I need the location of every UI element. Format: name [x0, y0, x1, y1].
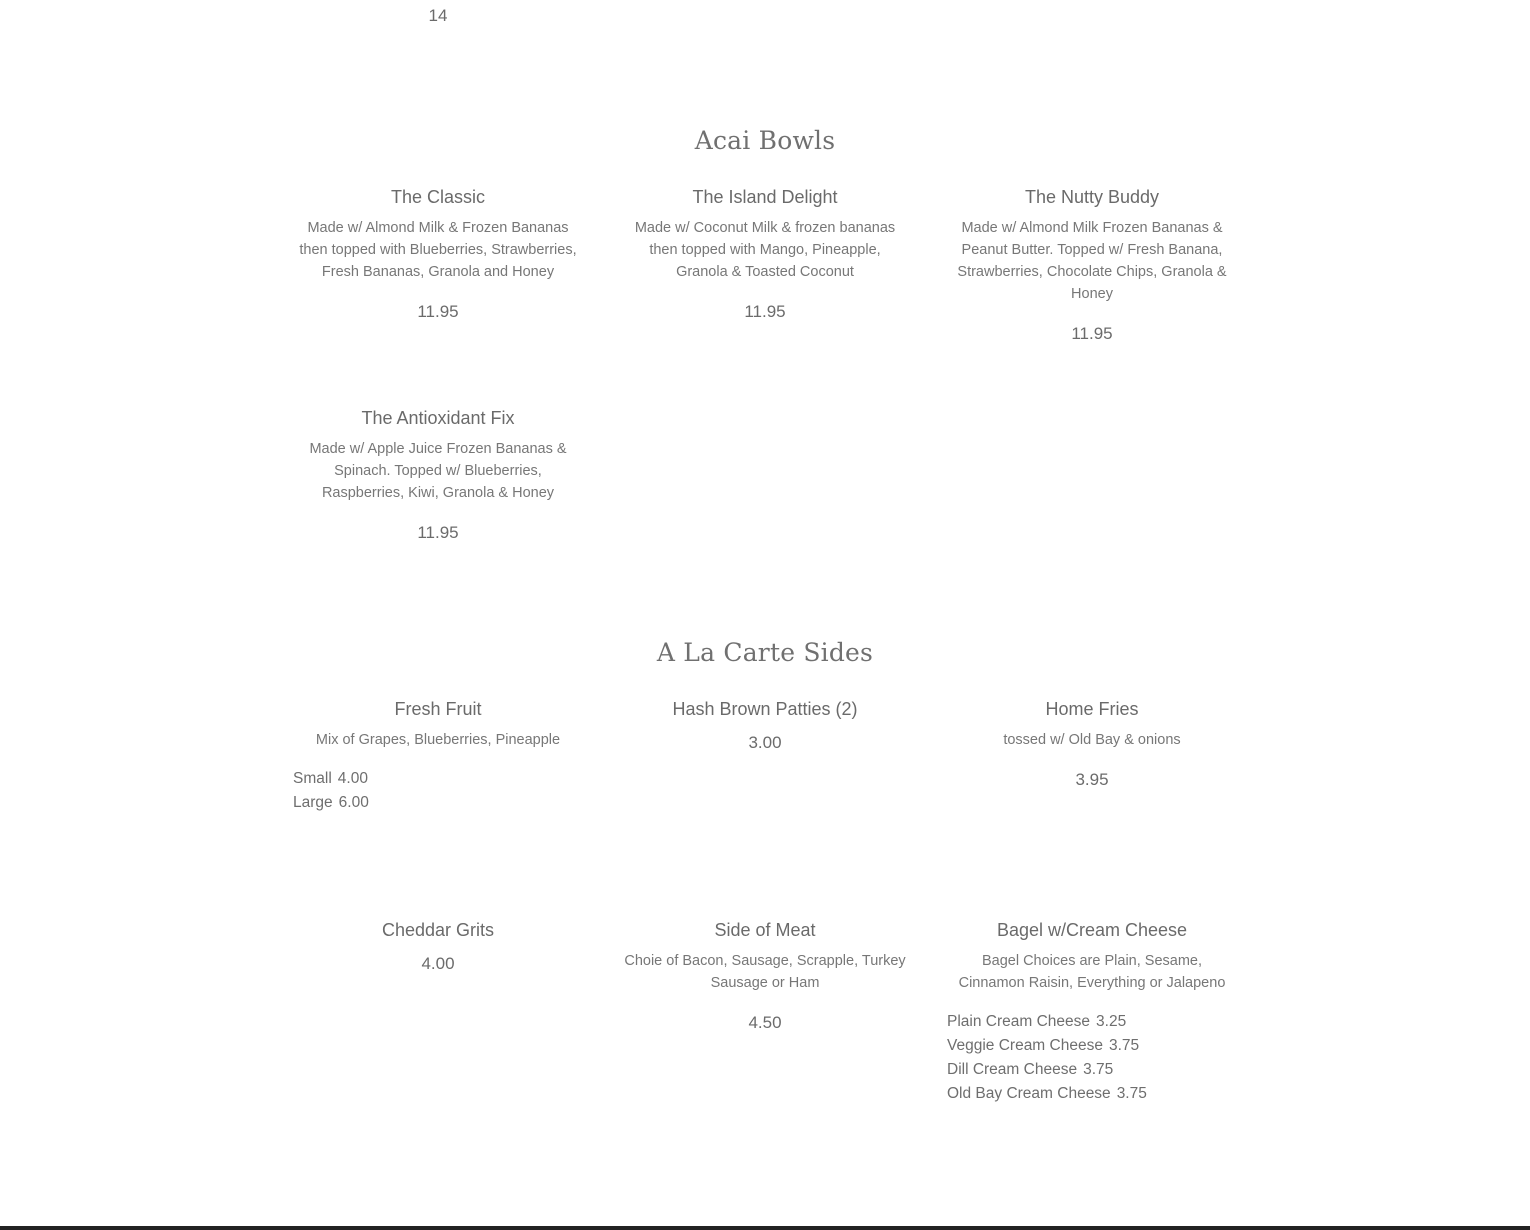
price-option-small — [293, 767, 583, 791]
item-description: tossed w/ Old Bay & onions — [1003, 732, 1181, 748]
item-description: Made w/ Almond Milk & Frozen Bananas then topped with Blueberries, Strawberries, Fresh Bananas, Granola and Honey — [299, 220, 577, 280]
item-price: 3.00 — [748, 733, 782, 752]
item-price: 3.95 — [1075, 770, 1109, 789]
menu-item-bagel-with-cream-cheese — [947, 919, 1237, 1106]
price-option-plain-cream-cheese — [947, 1010, 1237, 1034]
previous-item-price: 14 — [428, 6, 448, 25]
size-price-list — [293, 767, 583, 815]
item-name: Hash Brown Patties (2) — [672, 699, 858, 719]
option-label: Small — [293, 770, 332, 787]
item-name: Bagel w/Cream Cheese — [996, 920, 1188, 940]
item-description: Mix of Grapes, Blueberries, Pineapple — [315, 732, 561, 748]
item-description: Made w/ Coconut Milk & frozen bananas then topped with Mango, Pineapple, Granola & Toasted Coconut — [634, 220, 896, 280]
item-name: The Classic — [390, 187, 486, 207]
menu-item-the-island-delight — [620, 186, 910, 323]
option-price: 6.00 — [338, 794, 369, 811]
option-label: Dill Cream Cheese — [947, 1061, 1078, 1078]
menu-item-the-nutty-buddy — [947, 186, 1237, 345]
option-label: Veggie Cream Cheese — [947, 1037, 1103, 1054]
option-price: 3.75 — [1108, 1037, 1140, 1054]
item-name: Home Fries — [1045, 699, 1139, 719]
price-option-veggie-cream-cheese — [947, 1034, 1237, 1058]
item-name: Fresh Fruit — [394, 699, 482, 719]
menu-item-fresh-fruit — [293, 698, 583, 815]
menu-item-the-classic — [293, 186, 583, 323]
menu-item-hash-brown-patties — [620, 698, 910, 754]
cream-cheese-price-list — [947, 1010, 1237, 1106]
item-name: The Island Delight — [692, 187, 838, 207]
section-title-acai-bowls: Acai Bowls — [694, 126, 836, 155]
menu-item-home-fries — [947, 698, 1237, 791]
item-name: Side of Meat — [714, 920, 816, 940]
item-description: Bagel Choices are Plain, Sesame, Cinnamon Raisin, Everything or Jalapeno — [958, 953, 1226, 991]
item-description: Made w/ Apple Juice Frozen Bananas & Spinach. Topped w/ Blueberries, Raspberries, Kiwi, Granola & Honey — [309, 441, 567, 501]
item-price: 11.95 — [417, 523, 459, 542]
menu-item-the-antioxidant-fix — [293, 407, 583, 544]
option-price: 3.25 — [1096, 1013, 1127, 1030]
option-price: 4.00 — [337, 770, 368, 787]
price-option-large — [293, 791, 583, 815]
item-name: The Nutty Buddy — [1024, 187, 1160, 207]
option-label: Old Bay Cream Cheese — [947, 1085, 1111, 1102]
price-option-dill-cream-cheese — [947, 1058, 1237, 1082]
option-price: 3.75 — [1083, 1061, 1114, 1078]
item-price: 11.95 — [1071, 324, 1113, 343]
price-option-old-bay-cream-cheese — [947, 1082, 1237, 1106]
item-price: 4.00 — [421, 954, 455, 973]
footer-edge-bar — [0, 1226, 1530, 1230]
section-title-a-la-carte-sides: A La Carte Sides — [656, 638, 874, 667]
item-description: Made w/ Almond Milk Frozen Bananas & Peanut Butter. Topped w/ Fresh Banana, Strawberries, Chocolate Chips, Granola & Honey — [957, 220, 1227, 302]
option-label: Plain Cream Cheese — [947, 1013, 1091, 1030]
item-price: 11.95 — [744, 302, 786, 321]
item-price: 11.95 — [417, 302, 459, 321]
item-price: 4.50 — [748, 1013, 782, 1032]
item-name: The Antioxidant Fix — [361, 408, 515, 428]
item-name: Cheddar Grits — [381, 920, 495, 940]
menu-item-cheddar-grits — [293, 919, 583, 975]
option-price: 3.75 — [1116, 1085, 1147, 1102]
item-description: Choie of Bacon, Sausage, Scrapple, Turkey Sausage or Ham — [624, 953, 906, 991]
option-label: Large — [293, 794, 333, 811]
menu-item-side-of-meat — [620, 919, 910, 1034]
